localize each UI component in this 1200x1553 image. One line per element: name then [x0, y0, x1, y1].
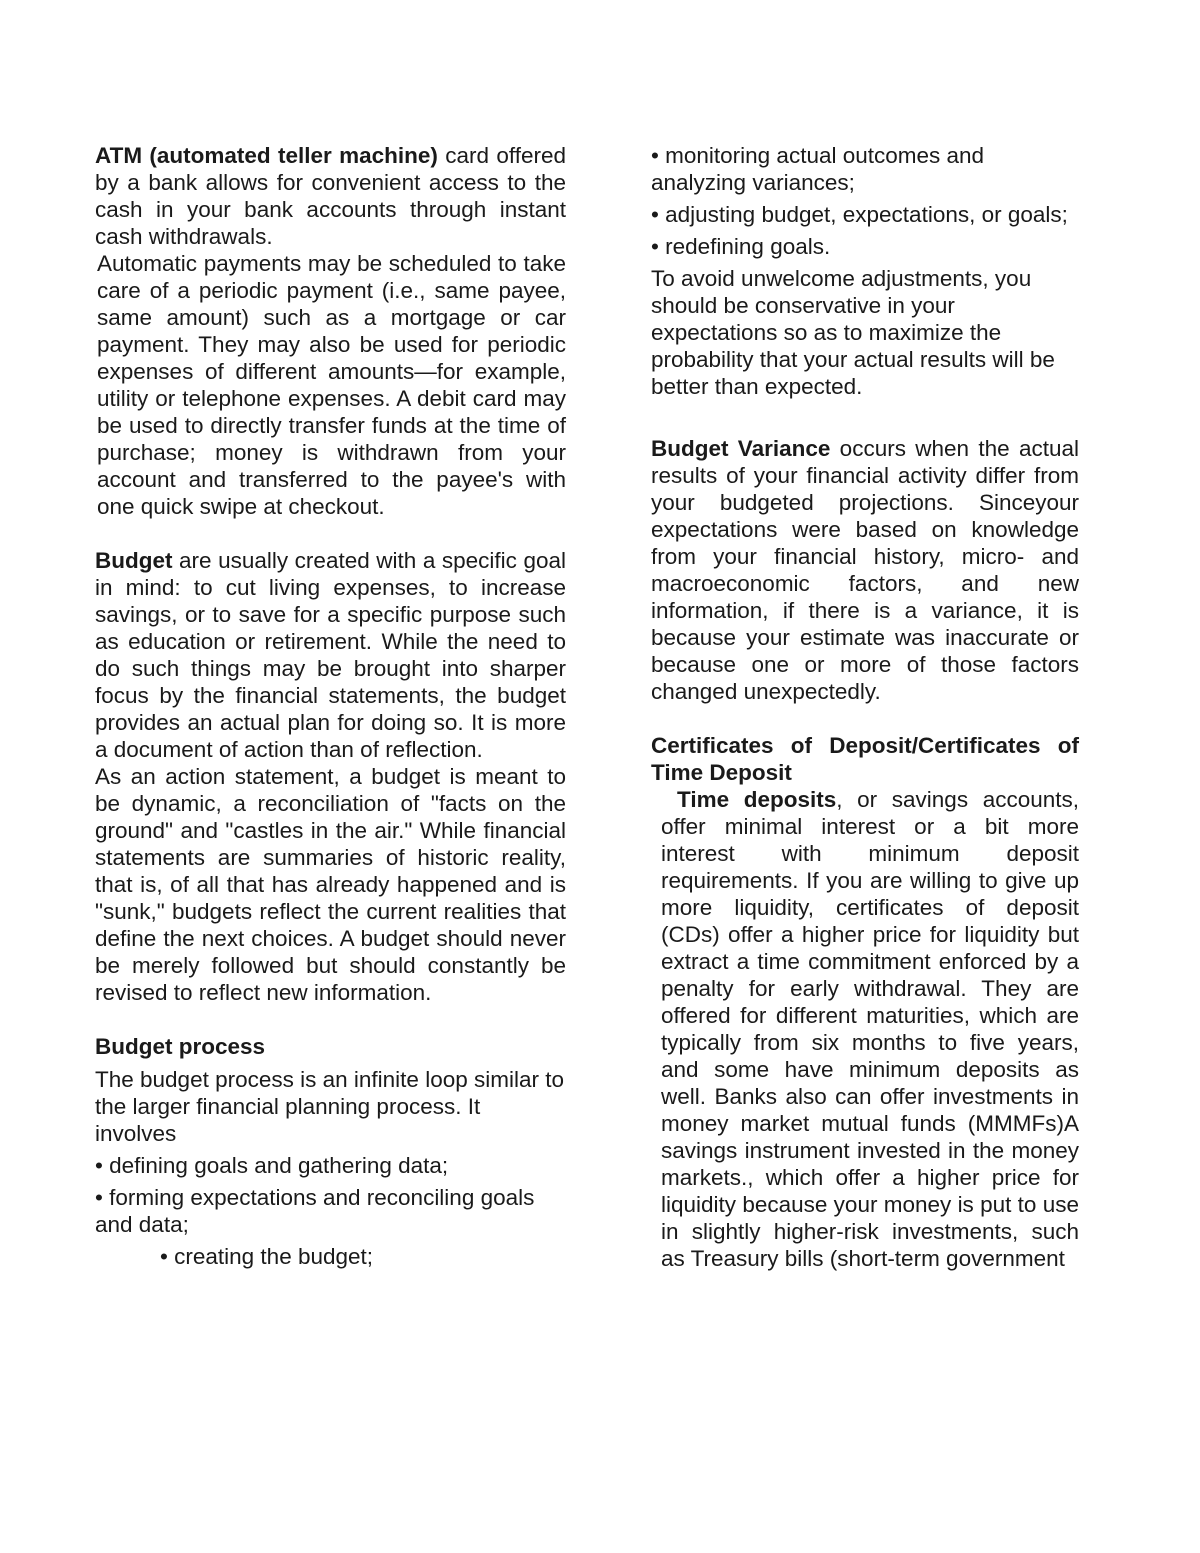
right-column — [651, 142, 1079, 1272]
left-bullet-3: • creating the budget; — [160, 1244, 374, 1269]
budget-process-intro: The budget process is an infinite loop similar to the larger financial planning process. It involves — [95, 1067, 564, 1146]
budget-variance-term: Budget Variance — [651, 436, 831, 461]
right-bullet-3: • redefining goals. — [651, 234, 831, 259]
action-statement-paragraph: As an action statement, a budget is meant to be dynamic, a reconciliation of "facts on the ground" and "castles in the air." While financial statements are summaries of historic reality, that is, of all that has already happened and is "sunk," budgets reflect the current realities that define the next choices. A budget should never be merely followed but should constantly be revised to reflect new information. — [95, 764, 566, 1005]
right-bullet-2: • adjusting budget, expectations, or goals; — [651, 202, 1068, 227]
atm-paragraph — [95, 142, 566, 250]
avoid-adjustments-paragraph: To avoid unwelcome adjustments, you should be conservative in your expectations so as to maximize the probability that your actual results will be better than expected. — [651, 266, 1055, 399]
budget-term: Budget — [95, 548, 173, 573]
time-deposits-paragraph — [651, 786, 1079, 1272]
left-column — [95, 142, 566, 1275]
time-deposits-term: Time deposits — [677, 787, 837, 812]
left-bullet-1: • defining goals and gathering data; — [95, 1153, 449, 1178]
budget-text: are usually created with a specific goal in mind: to cut living expenses, to increase savings, or to save for a specific purpose such as education or retirement. While the need to do such things may be brought into sharper focus by the financial statements, the budget provides an actual plan for doing so. It is more a document of action than of reflection. — [95, 548, 566, 762]
atm-term: ATM (automated teller machine) — [95, 143, 438, 168]
budget-process-heading: Budget process — [95, 1034, 266, 1059]
left-bullet-2: • forming expectations and reconciling goals and data; — [95, 1185, 535, 1237]
time-deposits-text: , or savings accounts, offer minimal interest or a bit more interest with minimum deposit requirements. If you are willing to give up more liquidity, certificates of deposit (CDs) offer a higher price for liquidity but extract a time commitment enforced by a penalty for early withdrawal. They are offered for different maturities, which are typically from six months to five years, and some have minimum deposits as well. Banks also can offer investments in money market mutual funds (MMMFs)A savings instrument invested in the money markets., which offer a higher price for liquidity because your money is put to use in slightly higher-risk investments, such as Treasury bills (short-term government — [661, 787, 1079, 1271]
budget-variance-text: occurs when the actual results of your financial activity differ from your budgeted projections. Sinceyour expectations were based on knowledge from your financial history, micro- and macroeconomic factors, and new information, if there is a variance, it is because your estimate was inaccurate or because one or more of those factors changed unexpectedly. — [651, 436, 1079, 704]
certificates-heading: Certificates of Deposit/Certificates of Time Deposit — [651, 733, 1079, 785]
budget-paragraph — [95, 547, 566, 763]
auto-payments-paragraph: Automatic payments may be scheduled to take care of a periodic payment (i.e., same payee, same amount) such as a mortgage or car payment. They may also be used for periodic expenses of different amounts—for example, utility or telephone expenses. A debit card may be used to directly transfer funds at the time of purchase; money is withdrawn from your account and transferred to the payee's with one quick swipe at checkout. — [97, 251, 566, 519]
budget-variance-paragraph — [651, 435, 1079, 705]
right-bullet-1: • monitoring actual outcomes and analyzing variances; — [651, 143, 985, 195]
atm-text: card offered by a bank allows for convenient access to the cash in your bank accounts through instant cash withdrawals. — [95, 143, 566, 249]
